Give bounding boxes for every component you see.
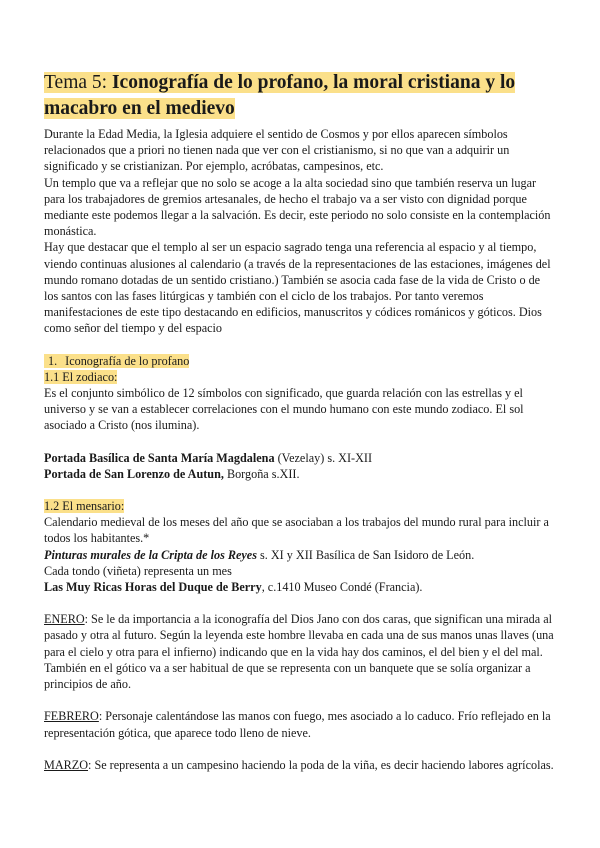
month-febrero: FEBRERO: Personaje calentándose las manos con fuego, mes asociado a lo caduco. Frío reflejado en la representación gótica, que aparece todo lleno de nieve. [44,709,551,740]
section-label: Iconografía de lo profano [65,353,190,368]
intro-paragraph-3: Hay que destacar que el templo al ser un espacio sagrado tenga una referencia al espacio y al tiempo, viendo continuas alusiones al calendario (a través de la representaciones de las estaciones, imágenes del mundo romano dotadas de un sentido cristiano.) También se asocia cada fase de la vida de Cristo o de los santos con las fases litúrgicas y también con el ciclo de los trabajos. Por tanto veremos manifestaciones de este tipo destacando en edificios, manuscritos y códices románicos y góticos. Dios como señor del tiempo y del espacio [44,240,551,336]
zodiaco-reference-2: Portada de San Lorenzo de Autun, Borgoña s.XII. [44,466,300,481]
zodiaco-heading: 1.1 El zodiaco: [44,369,118,384]
title-main: Iconografía de lo profano, la moral cristiana y lo macabro en el medievo [44,72,516,119]
document-page [44,70,556,773]
zodiaco-reference-1: Portada Basílica de Santa María Magdalena (Vezelay) s. XI-XII [44,450,372,465]
intro-paragraph-1: Durante la Edad Media, la Iglesia adquiere el sentido de Cosmos y por ellos aparecen símbolos relacionados que a priori no tienen nada que ver con el cristianismo, si no que van a adquirir un significado y se cristianizan. Por ejemplo, acróbatas, campesinos, etc. [44,127,510,174]
mensario-text: Calendario medieval de los meses del año que se asociaban a los trabajos del mundo rural para incluir a todos los habitantes.* [44,515,549,546]
mensario-reference-2: Las Muy Ricas Horas del Duque de Berry, c.1410 Museo Condé (Francia). [44,580,423,595]
section-number: 1. [48,353,58,368]
zodiaco-text: Es el conjunto simbólico de 12 símbolos con significado, que guarda relación con las estrellas y el universo y se van a establecer correlaciones con el mundo humano con este mundo zodiaco. El sol asociado a Cristo (nos ilumina). [44,386,524,433]
title-prefix: Tema 5: [44,72,112,93]
intro-paragraph-2: Un templo que va a reflejar que no solo se acoge a la alta sociedad sino que también reserva un lugar para los trabajadores de gremios artesanales, de hecho el trabajo va a ser visto con dignidad porque mediante este podemos llegar a la salvación. Es decir, este periodo no solo consiste en la contemplación monástica. [44,175,551,239]
mensario-heading: 1.2 El mensario: [44,499,125,514]
section-heading-1 [44,353,556,369]
page-title [44,70,556,122]
month-marzo: MARZO: Se representa a un campesino haciendo la poda de la viña, es decir haciendo labores agrícolas. [44,757,554,772]
month-enero: ENERO: Se le da importancia a la iconografía del Dios Jano con dos caras, que significan una mirada al pasado y otra al futuro. Según la leyenda este hombre llevaba en cada una de sus manos unas llaves (una para el cielo y otra para el infierno) indicando que en la vida hay dos caminos, el del bien y el del mal. También en el gótico va a ser habitual de que se representa con un banquete que se solía organizar a principios de año. [44,612,554,692]
mensario-line-2: Cada tondo (viñeta) representa un mes [44,563,232,578]
mensario-reference-1: Pinturas murales de la Cripta de los Reyes s. XI y XII Basílica de San Isidoro de León. [44,547,475,562]
